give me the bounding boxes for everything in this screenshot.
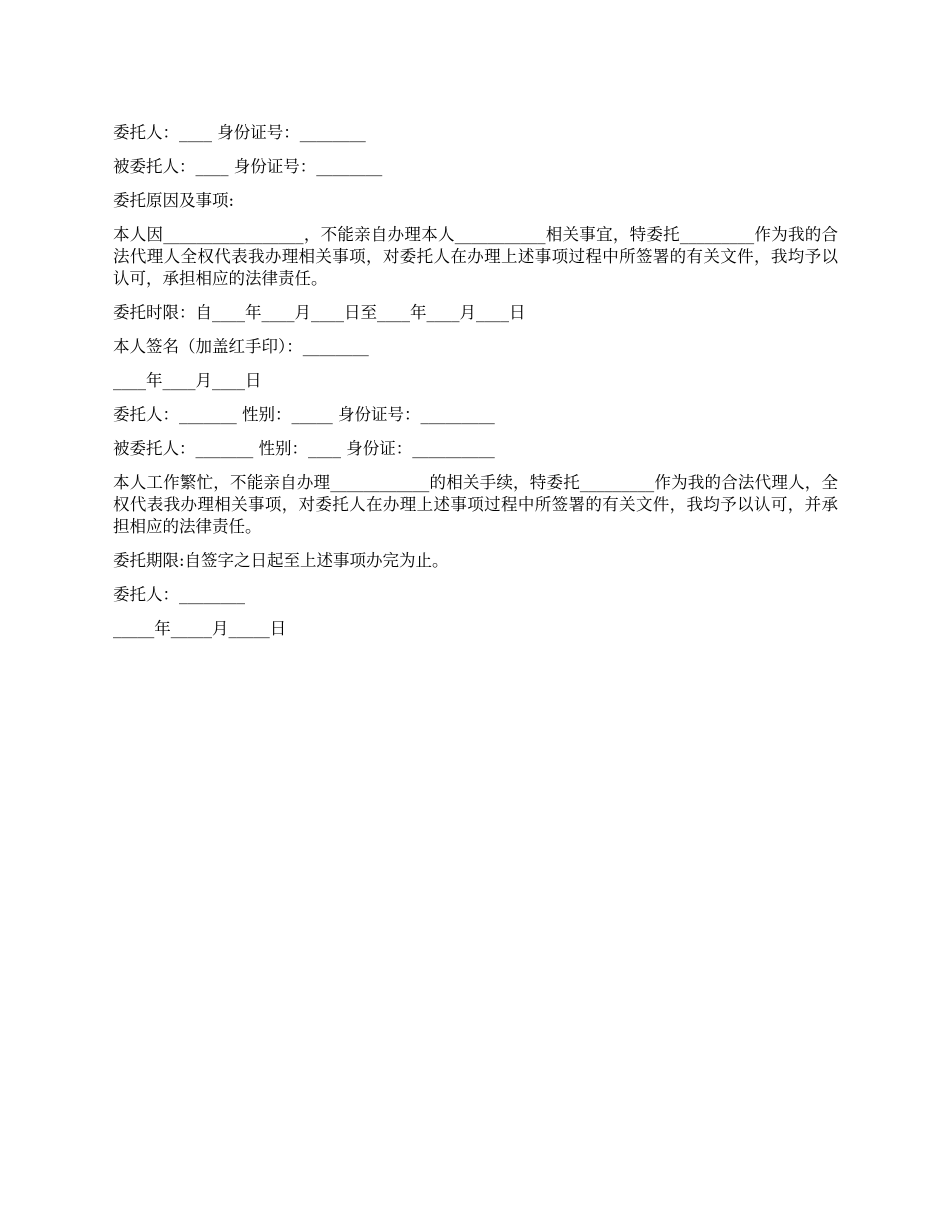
validity-line: 委托期限:自签字之日起至上述事项办完为止。 xyxy=(113,551,449,570)
principal-id-line: 委托人：____ 身份证号：________ xyxy=(113,123,366,142)
authorization-paragraph-2: 本人工作繁忙，不能亲自办理____________的相关手续，特委托_________作为我的合法代理人，全权代表我办理相关事项，对委托人在办理上述事项过程中所签署的有关文件，我均予以认可，并承担相应的法律责任。 xyxy=(113,473,838,536)
authorization-paragraph-1: 本人因_________________，不能亲自办理本人___________相关事宜，特委托_________作为我的合法代理人全权代表我办理相关事项，对委托人在办理上述事项过程中所签署的有关文件，我均予以认可，承担相应的法律责任。 xyxy=(113,225,838,288)
date-line-2: _____年_____月_____日 xyxy=(113,619,287,638)
agent-id-line: 被委托人：____ 身份证号：________ xyxy=(113,157,383,176)
document-body xyxy=(113,122,838,652)
term-line: 委托时限：自____年____月____日至____年____月____日 xyxy=(113,303,526,322)
agent-gender-id-line: 被委托人：_______ 性别：____ 身份证：__________ xyxy=(113,439,495,458)
date-line-1: ____年____月____日 xyxy=(113,371,262,390)
principal-gender-id-line: 委托人：_______ 性别：_____ 身份证号：_________ xyxy=(113,405,495,424)
reason-heading: 委托原因及事项: xyxy=(113,191,235,210)
principal-signature-line: 委托人：________ xyxy=(113,585,245,604)
signature-line: 本人签名（加盖红手印）：________ xyxy=(113,337,369,356)
